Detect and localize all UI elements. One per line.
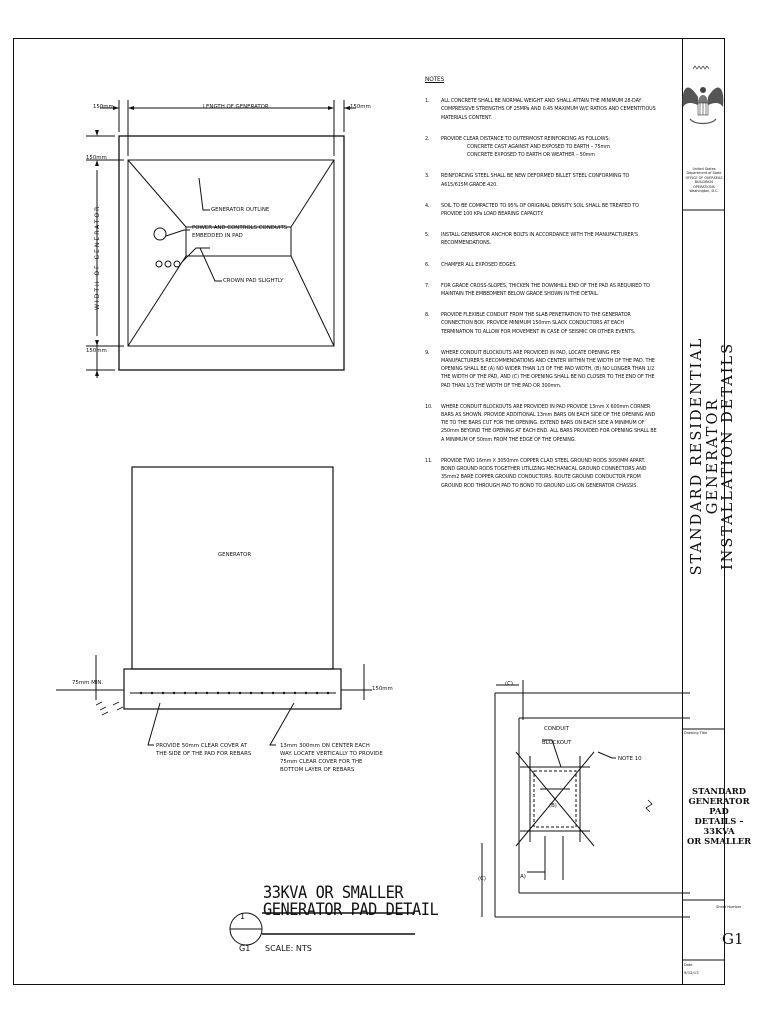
note-item xyxy=(425,172,657,188)
conduit-small xyxy=(174,261,180,267)
note-text: PROVIDE CLEAR DISTANCE TO OUTERMOST REINFORCING AS FOLLOWS: xyxy=(441,135,610,142)
note-text: PROVIDE FLEXIBLE CONDUIT FROM THE SLAB PENETRATION TO THE GENERATOR CONNECTION BOX. PROVIDE MINIMUM 150mm SLACK CONDUCTORS AT EACH TERMINATION TO ALLOW FOR MOVEMENT IN CASE OF SEISMIC OR OTHER EVENTS. xyxy=(441,312,636,335)
callout-rebar-3: 75mm CLEAR COVER FOR THE xyxy=(280,759,363,765)
sheet-number: G1 xyxy=(722,930,744,948)
dim-label-embedment: 75mm MIN. xyxy=(72,680,104,686)
callout-rebar-2: WAY. LOCATE VERTICALLY TO PROVIDE xyxy=(280,751,383,757)
conduit-large xyxy=(154,228,166,240)
note-number: 7. xyxy=(425,282,430,289)
note-text: WHERE CONDUIT BLOCKOUTS ARE PROVIDED IN PAD PROVIDE 13mm X 600mm CORNER BARS AS SHOWN. PROVIDE ADDITIONAL 13mm BARS ON EACH SIDE OF THE OPENING AND TIE TO THE BARS CUT FOR THE OPENING. EXTEND BARS ON EACH SIDE A MINIMUM OF 250mm BEYOND THE OPENING AT EACH END. ALL BARS PROVIDED FOR OPENING SHALL BE A MINIMUM OF 50mm FROM THE EDGE OF THE OPENING. xyxy=(441,403,657,443)
agency-block xyxy=(684,167,724,193)
dim-label-bottom: 150mm xyxy=(86,348,107,354)
note-item xyxy=(425,403,657,444)
sheet-series-title-line-1: STANDARD RESIDENTIAL xyxy=(689,336,705,576)
detail-title-line-2: GENERATOR PAD DETAIL xyxy=(263,900,439,920)
drawing-title xyxy=(684,786,754,846)
dim-label-left: 150mm xyxy=(93,104,114,110)
drawing-title-line-2: GENERATOR PAD xyxy=(688,796,750,816)
label-blockout: BLOCKOUT xyxy=(542,740,572,746)
note-item xyxy=(425,97,657,122)
label-conduits: POWER AND CONTROLS CONDUITS xyxy=(192,225,288,231)
note-item xyxy=(425,349,657,390)
note-number: 1. xyxy=(425,98,430,105)
note-item xyxy=(425,311,657,336)
dim-label-a: (A) xyxy=(518,874,526,880)
sheet-number-label: Sheet Number xyxy=(716,905,742,909)
note-number: 4. xyxy=(425,202,430,209)
sheet-series-title-line-3: INSTALLATION DETAILS xyxy=(720,341,736,571)
drawing-title-label: Drawing Title xyxy=(684,731,708,735)
label-crown-pad: CROWN PAD SLIGHTLY xyxy=(223,278,284,284)
agency-office: OFFICE OF OVERSEAS BUILDINGS OPERATIONS xyxy=(685,175,723,189)
note-number: 6. xyxy=(425,261,430,268)
notes-heading: NOTES xyxy=(425,75,445,83)
label-generator: GENERATOR xyxy=(218,552,252,558)
agency-name: United States Department of State xyxy=(686,167,722,176)
drawing-title-line-1: STANDARD xyxy=(692,786,746,796)
note-text: WHERE CONDUIT BLOCKOUTS ARE PROVIDED IN PAD, LOCATE OPENING PER MANUFACTURER'S RECOMMENDATIONS AND CENTER WITHIN THE WIDTH OF THE PAD. THE OPENING SHALL BE (A) NO WIDER THAN 1/3 OF THE PAD WIDTH, (B) NO LONGER THAN 1/2 THE WIDTH OF THE PAD, AND (C) THE OPENING SHALL BE NO CLOSER TO THE END OF THE PAD THAN 1/3 THE WIDTH OF THE PAD OR 300mm. xyxy=(441,349,655,389)
note-text: FOR GRADE CROSS-SLOPES, THICKEN THE DOWNHILL END OF THE PAD AS REQUIRED TO MAINTAIN THE EMBEDMENT BELOW GRADE SHOWN IN THE DETAIL. xyxy=(441,282,650,298)
sheet-series-title xyxy=(690,256,737,656)
agency-location: Washington, D.C. xyxy=(689,189,719,194)
dim-label-b: (B) xyxy=(549,803,557,809)
label-conduit: CONDUIT xyxy=(544,726,570,732)
detail-scale: SCALE: NTS xyxy=(265,944,312,953)
dim-label-length: LENGTH OF GENERATOR xyxy=(203,104,269,110)
general-notes xyxy=(425,75,657,503)
pad-section-view xyxy=(56,467,372,745)
blockout-detail xyxy=(482,680,690,917)
note-item xyxy=(425,231,657,247)
callout-clear-cover: PROVIDE 50mm CLEAR COVER AT xyxy=(156,743,248,749)
drawing-title-line-4: OR SMALLER xyxy=(686,836,752,846)
note-item xyxy=(425,135,657,160)
conduit-small xyxy=(156,261,162,267)
note-item xyxy=(425,261,657,269)
dim-label-pad-thickness: 150mm xyxy=(372,686,393,692)
label-note-10: NOTE 10 xyxy=(618,756,642,762)
note-subitem: CONCRETE CAST AGAINST AND EXPOSED TO EARTH – 75mm xyxy=(467,144,610,151)
note-number: 10. xyxy=(425,403,433,410)
note-number: 3. xyxy=(425,173,430,180)
drawing-title-line-3: DETAILS – 33KVA xyxy=(694,816,744,836)
note-item xyxy=(425,202,657,218)
date-label: Date xyxy=(684,963,693,967)
label-conduits-2: EMBEDDED IN PAD xyxy=(192,233,243,239)
note-number: 9. xyxy=(425,349,430,356)
dimension-arrows xyxy=(95,106,350,376)
department-seal-icon xyxy=(683,66,724,124)
note-item xyxy=(425,457,657,490)
dim-label-right: 150mm xyxy=(350,104,371,110)
callout-rebar-4: BOTTOM LAYER OF REBARS xyxy=(280,767,355,773)
dim-label-c-top: (C) xyxy=(505,681,513,687)
dim-label-top: 150mm xyxy=(86,155,107,161)
note-item xyxy=(425,282,657,298)
date-value: 9/12/13 xyxy=(684,970,699,975)
conduit-small xyxy=(165,261,171,267)
label-generator-outline: GENERATOR OUTLINE xyxy=(211,207,270,213)
detail-bubble-number: 1 xyxy=(240,912,246,921)
detail-title-line-1: 33KVA OR SMALLER xyxy=(263,883,404,903)
callout-clear-cover-2: THE SIDE OF THE PAD FOR REBARS xyxy=(156,751,252,757)
note-number: 2. xyxy=(425,135,430,142)
note-text: CHAMFER ALL EXPOSED EDGES. xyxy=(441,261,517,268)
sheet-series-title-line-2: GENERATOR xyxy=(704,397,721,515)
note-text: INSTALL GENERATOR ANCHOR BOLTS IN ACCORDANCE WITH THE MANUFACTURER'S RECOMMENDATIONS. xyxy=(441,232,638,247)
detail-title xyxy=(263,885,438,919)
note-text: REINFORCING STEEL SHALL BE NEW DEFORMED BILLET STEEL CONFORMING TO A615/615M GRADE 420. xyxy=(441,173,630,188)
note-subitem: CONCRETE EXPOSED TO EARTH OR WEATHER – 50mm xyxy=(467,152,595,159)
note-number: 8. xyxy=(425,312,430,319)
note-text: SOIL TO BE COMPACTED TO 95% OF ORIGINAL DENSITY. SOIL SHALL BE TREATED TO PROVIDE 100 KPa LOAD BEARING CAPACITY. xyxy=(441,202,639,218)
callout-rebar: 13mm 300mm ON CENTER EACH xyxy=(280,743,370,749)
dim-label-width: WIDTH OF GENERATOR xyxy=(94,204,101,310)
detail-bubble-sheet: G1 xyxy=(239,944,251,953)
note-number: 11. xyxy=(425,457,433,464)
dim-label-c-left: (C) xyxy=(478,876,486,882)
note-text: ALL CONCRETE SHALL BE NORMAL WEIGHT AND SHALL ATTAIN THE MINIMUM 28-DAY COMPRESSIVE STRENGTHS OF 25MPa AND 0.45 MAXIMUM W/C RATIOS AND CEMENTITIOUS MATERIALS CONTENT. xyxy=(441,98,656,121)
note-text: PROVIDE TWO 16mm X 3050mm COPPER CLAD STEEL GROUND RODS 3050MM APART. BOND GROUND RODS TOGETHER UTILIZING MECHANICAL GROUND CONNECTORS AND 35mm2 BARE COPPER GROUND CONDUCTORS. ROUTE GROUND CONDUCTOR FROM GROUND ROD THROUGH PAD TO BOND TO GROUND LUG ON GENERATOR CHASSIS. xyxy=(441,457,647,489)
note-number: 5. xyxy=(425,232,430,239)
